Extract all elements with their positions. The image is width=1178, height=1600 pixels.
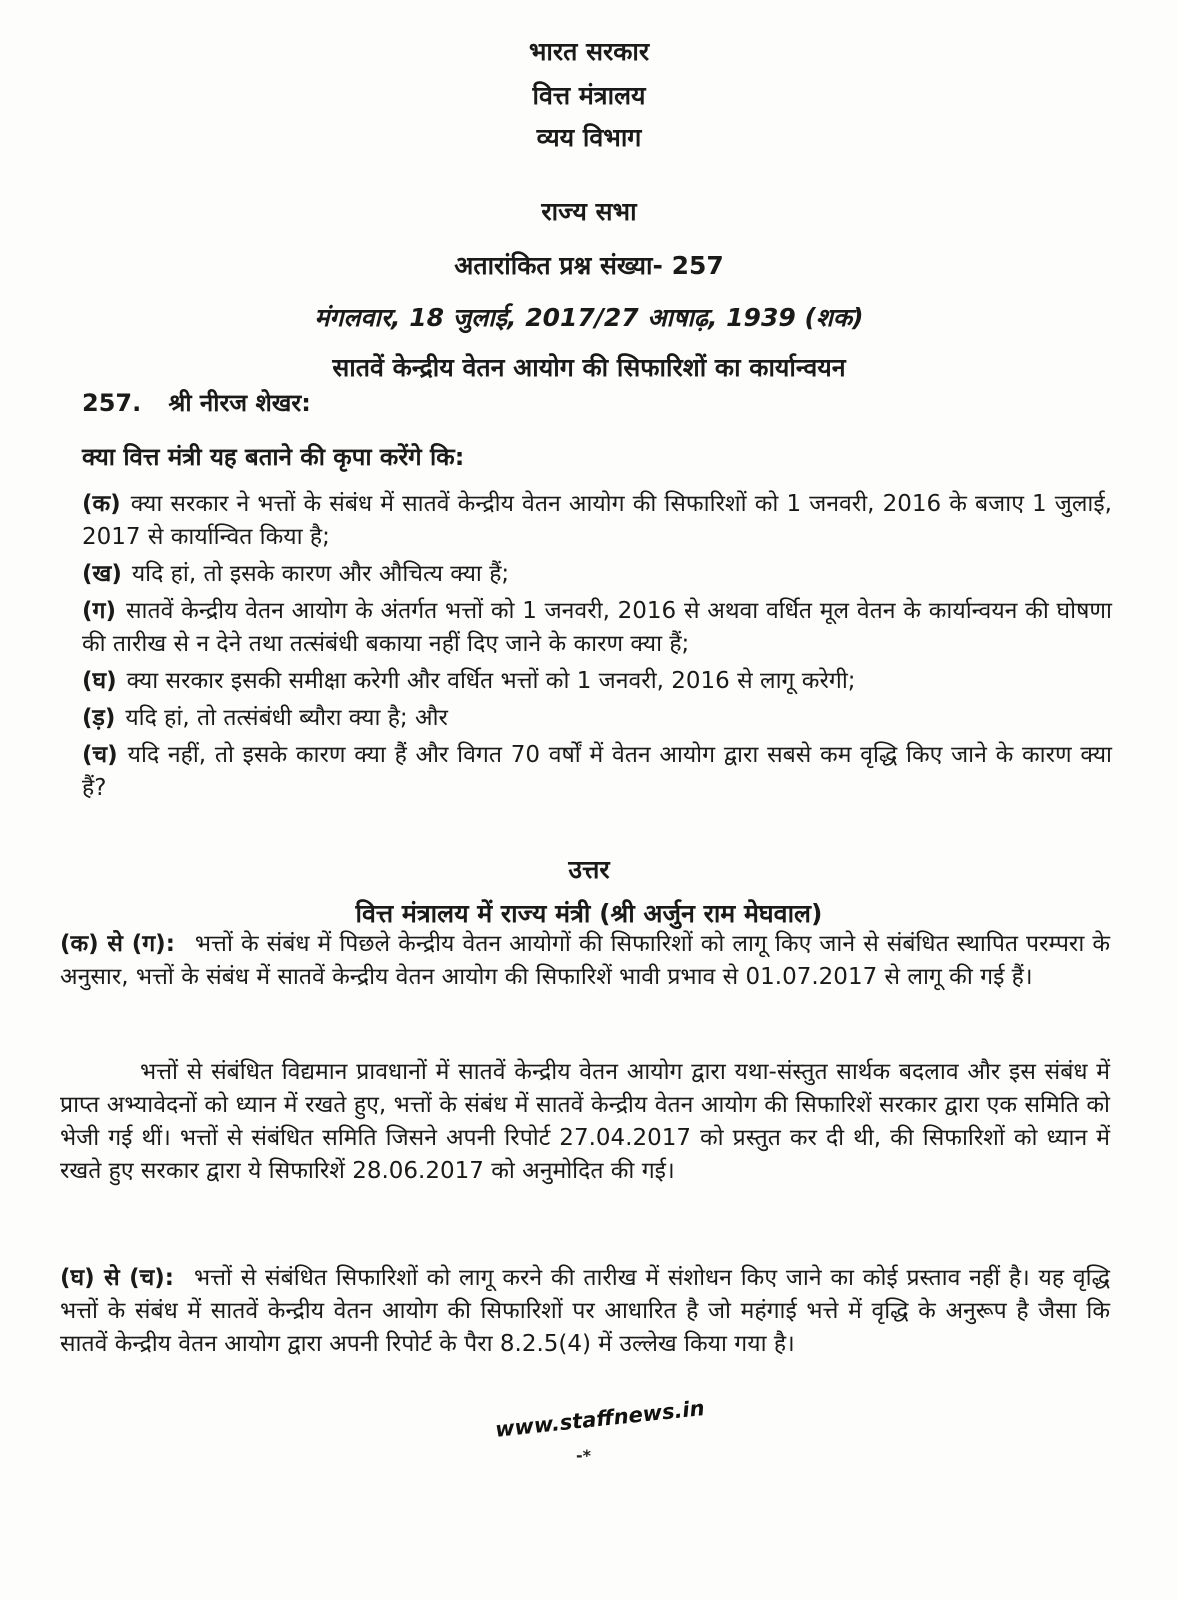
item-label: (घ)	[82, 668, 117, 694]
header-department: व्यय विभाग	[536, 123, 642, 152]
header-govt: भारत सरकार	[528, 37, 650, 66]
item-text: यदि हां, तो तत्संबंधी ब्यौरा क्या है; और	[125, 705, 448, 731]
question-item	[82, 665, 1112, 698]
item-label: (ग)	[82, 598, 116, 624]
item-text: यदि हां, तो इसके कारण और औचित्य क्या हैं;	[131, 561, 510, 587]
answer-part-1	[60, 928, 1110, 994]
question-number: 257.	[82, 389, 142, 417]
item-label: (च)	[82, 742, 118, 768]
item-label: (ड़)	[82, 705, 116, 731]
answer-part-3-text: भत्तों से संबंधित सिफारिशों को लागू करने की तारीख में संशोधन किए जाने का कोई प्रस्ताव नहीं है। यह वृद्धि भत्तों के संबंध में सातवें केन्द्रीय वेतन आयोग की सिफारिशों पर आधारित है जो महंगाई भत्ते में वृद्धि के अनुरूप है जैसा कि सातवें केन्द्रीय वेतन आयोग द्वारा अपनी रिपोर्ट के पैरा 8.2.5(4) में उल्लेख किया गया है।	[60, 1265, 1110, 1357]
answer-heading: उत्तर	[568, 855, 610, 884]
end-mark: -*	[576, 1446, 592, 1465]
answer-part-1-text: भत्तों के संबंध में पिछले केन्द्रीय वेतन आयोगों की सिफारिशों को लागू किए जाने से संबंधित स्थापित परम्परा के अनुसार, भत्तों के संबंध में सातवें केन्द्रीय वेतन आयोग की सिफारिशें भावी प्रभाव से 01.07.2017 से लागू की गई हैं।	[60, 931, 1110, 990]
item-label: (ख)	[82, 561, 122, 587]
item-label: (क)	[82, 491, 121, 517]
answer-part-3-label: (घ) से (च):	[60, 1265, 174, 1291]
question-number-line	[82, 386, 311, 419]
question-item	[82, 558, 1112, 591]
item-text: सातवें केन्द्रीय वेतन आयोग के अंतर्गत भत्तों को 1 जनवरी, 2016 से अथवा वर्धित मूल वेतन के कार्यान्वयन की घोषणा की तारीख से न देने तथा तत्संबंधी बकाया नहीं दिए जाने के कारण क्या हैं;	[82, 598, 1112, 657]
item-text: क्या सरकार इसकी समीक्षा करेगी और वर्धित भत्तों को 1 जनवरी, 2016 से लागू करेगी;	[126, 668, 856, 694]
watermark: www.staffnews.in	[494, 1396, 706, 1442]
answer-minister: वित्त मंत्रालय में राज्य मंत्री (श्री अर्जुन राम मेघवाल)	[355, 899, 823, 928]
question-date: मंगलवार, 18 जुलाई, 2017/27 आषाढ़, 1939 (शक)	[314, 303, 864, 332]
question-ask: क्या वित्त मंत्री यह बताने की कृपा करेंगे कि:	[82, 443, 465, 471]
question-item	[82, 702, 1112, 735]
house-name: राज्य सभा	[541, 197, 637, 226]
item-text: क्या सरकार ने भत्तों के संबंध में सातवें केन्द्रीय वेतन आयोग की सिफारिशों को 1 जनवरी, 2016 के बजाए 1 जुलाई, 2017 से कार्यान्वित किया है;	[82, 491, 1112, 550]
question-subject: सातवें केन्द्रीय वेतन आयोग की सिफारिशों का कार्यान्वयन	[332, 353, 846, 382]
answer-part-3	[60, 1262, 1110, 1361]
header-ministry: वित्त मंत्रालय	[532, 81, 646, 110]
member-name: श्री नीरज शेखर:	[168, 389, 311, 417]
answer-part-2: भत्तों से संबंधित विद्यमान प्रावधानों में सातवें केन्द्रीय वेतन आयोग द्वारा यथा-संस्तुत सार्थक बदलाव और इस संबंध में प्राप्त अभ्यावेदनों को ध्यान में रखते हुए, भत्तों के संबंध में सातवें केन्द्रीय वेतन आयोग की सिफारिशें सरकार द्वारा एक समिति को भेजी गई थीं। भत्तों से संबंधित समिति जिसने अपनी रिपोर्ट 27.04.2017 को प्रस्तुत कर दी थी, की सिफारिशों को ध्यान में रखते हुए सरकार द्वारा ये सिफारिशें 28.06.2017 को अनुमोदित की गई।	[60, 1059, 1110, 1184]
question-item	[82, 595, 1112, 661]
answer-part-1-label: (क) से (ग):	[60, 931, 175, 957]
question-item	[82, 488, 1112, 554]
question-title: अतारांकित प्रश्न संख्या- 257	[454, 251, 724, 280]
question-items	[82, 488, 1112, 809]
item-text: यदि नहीं, तो इसके कारण क्या हैं और विगत 70 वर्षों में वेतन आयोग द्वारा सबसे कम वृद्धि किए जाने के कारण क्या हैं?	[82, 742, 1112, 801]
question-item	[82, 739, 1112, 805]
